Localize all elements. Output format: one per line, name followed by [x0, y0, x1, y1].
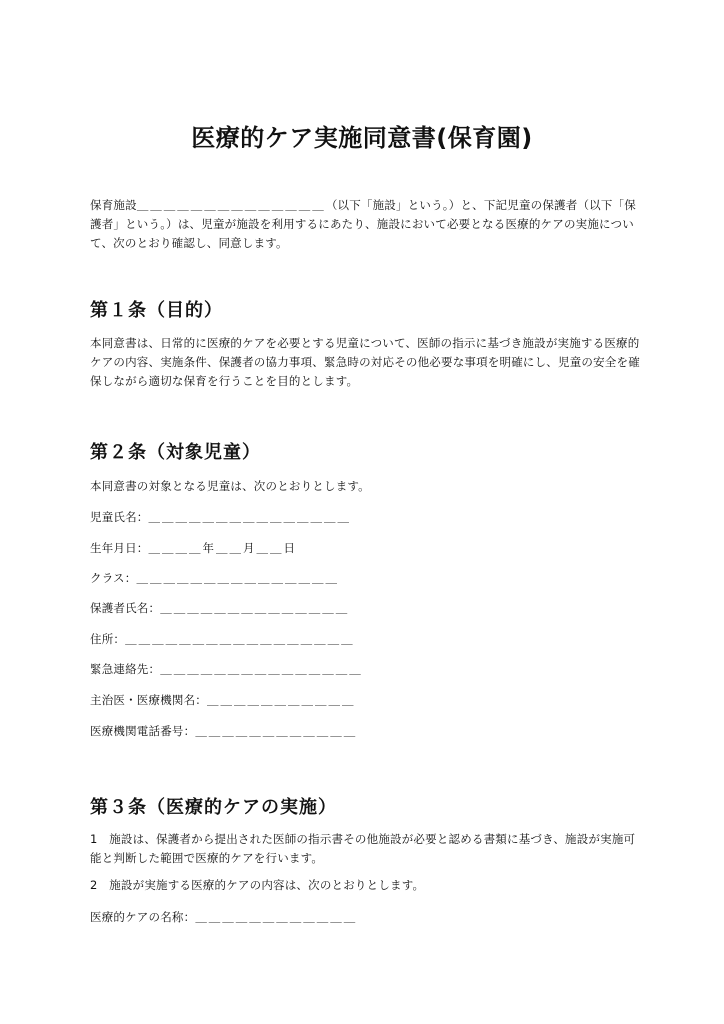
field-blank: ＿＿＿＿＿＿＿＿＿＿＿＿＿＿＿ — [148, 510, 351, 524]
field-address — [90, 631, 355, 647]
field-blank: ＿＿＿＿＿＿＿＿＿＿＿＿ — [195, 724, 358, 738]
intro-prefix: 保育施設 — [90, 198, 137, 212]
field-blank: ＿＿＿＿＿＿＿＿＿＿＿＿＿＿＿ — [136, 571, 339, 585]
field-blank: ＿＿＿＿＿＿＿＿＿＿＿＿＿＿＿ — [160, 662, 363, 676]
field-label: 生年月日： — [90, 541, 149, 555]
field-label: クラス： — [90, 571, 137, 585]
intro-suffix: （以下「施設」という。）と、下記児童の保護者（以下「保護者」という。）は、児童が施設を利用するにあたり、施設において必要となる医療的ケアの実施について、次のとおり確認し、同意します。 — [90, 198, 636, 250]
article-3-item-1: 1 施設は、保護者から提出された医師の指示書その他施設が必要と認める書類に基づき、施設が実施可能と判断した範囲で医療的ケアを行います。 — [90, 832, 636, 865]
field-physician — [90, 692, 356, 708]
field-emergency-contact — [90, 661, 363, 677]
field-label: 保護者氏名： — [90, 601, 161, 615]
article-2-body: 本同意書の対象となる児童は、次のとおりとします。 — [90, 479, 370, 493]
field-blank: ＿＿＿＿＿＿＿＿＿＿＿＿＿＿＿＿＿ — [125, 632, 355, 646]
field-blank: ＿＿＿＿＿＿＿＿＿＿＿＿＿＿ — [160, 601, 350, 615]
field-class — [90, 570, 339, 586]
field-blank: ＿＿＿＿年＿＿月＿＿日 — [148, 541, 297, 555]
field-label: 緊急連絡先： — [90, 662, 161, 676]
field-label: 主治医・医療機関名： — [90, 693, 207, 707]
field-hospital-phone — [90, 723, 357, 739]
field-blank: ＿＿＿＿＿＿＿＿＿＿＿＿ — [195, 910, 358, 924]
field-label: 医療的ケアの名称： — [90, 910, 196, 924]
field-child-name — [90, 509, 351, 525]
document-title: 医療的ケア実施同意書(保育園) — [191, 124, 533, 152]
field-guardian-name — [90, 600, 349, 616]
intro-paragraph — [90, 196, 642, 253]
field-birthdate — [90, 540, 297, 556]
article-3-item-2: 2 施設が実施する医療的ケアの内容は、次のとおりとします。 — [90, 878, 425, 892]
field-label: 児童氏名： — [90, 510, 149, 524]
article-1-body: 本同意書は、日常的に医療的ケアを必要とする児童について、医師の指示に基づき施設が実施する医療的ケアの内容、実施条件、保護者の協力事項、緊急時の対応その他必要な事項を明確にし、児童の安全を確保しながら適切な保育を行うことを目的とします。 — [90, 336, 640, 388]
field-label: 住所： — [90, 632, 126, 646]
article-3-heading: 第３条（医療的ケアの実施） — [90, 797, 337, 818]
field-blank: ＿＿＿＿＿＿＿＿＿＿＿ — [207, 693, 356, 707]
article-1-heading: 第１条（目的） — [90, 300, 223, 321]
field-label: 医療機関電話番号： — [90, 724, 196, 738]
article-2-heading: 第２条（対象児童） — [90, 442, 261, 463]
facility-name-blank: ＿＿＿＿＿＿＿＿＿＿＿＿＿＿ — [136, 198, 326, 212]
field-care-name — [90, 909, 357, 925]
